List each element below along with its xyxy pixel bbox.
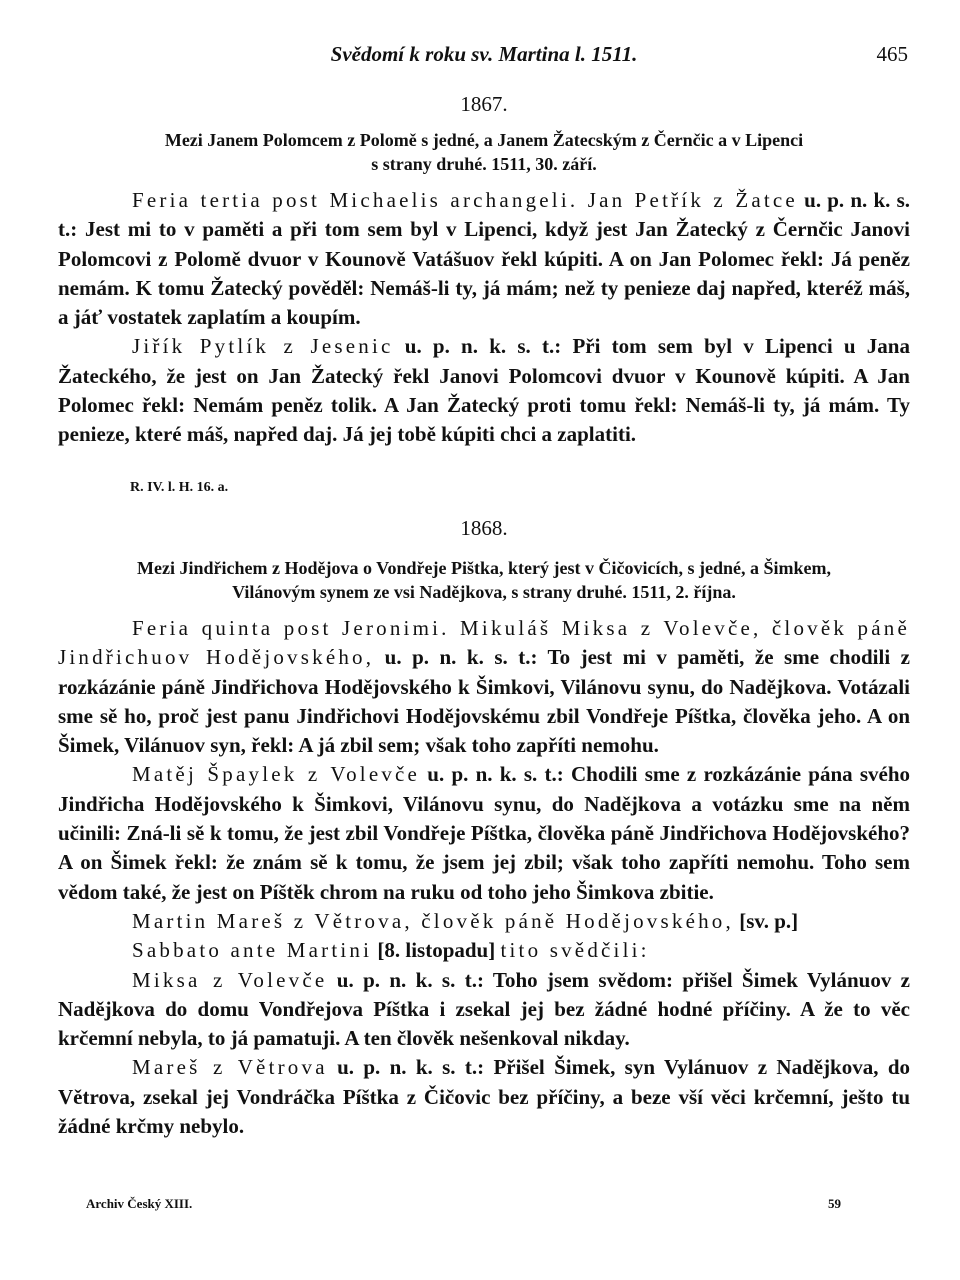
- testimony-text: u. p. n. k. s. t.: Toho jsem svědom: přišel Šimek Vylánuov z Nadějkova do domu Vondřejova Píštka i zsekal jej bez žádné hodné příčiny. A že to věc krčemní nebyla, to já pamatuji. A ten člověk nešenkoval nikday.: [58, 967, 911, 1051]
- regest-line: Mezi Janem Polomcem z Polomě s jedné, a Janem Žatecským z Černčic a v Lipenci: [164, 130, 804, 150]
- witness-name: Jiřík Pytlík z Jesenic: [132, 334, 394, 359]
- regest-line: Mezi Jindřichem z Hodějova o Vondřeje Pištka, který jest v Čičovicích, s jedné, a Šimkem,: [137, 558, 831, 578]
- regest-line: s strany druhé. 1511, 30. září.: [371, 154, 597, 174]
- testimony-paragraph: [58, 907, 910, 936]
- footer-sheet-number: 59: [828, 1196, 841, 1211]
- witness-name: Matěj Špaylek z Volevče: [132, 762, 421, 787]
- testimony-text: [sv. p.]: [733, 908, 799, 933]
- testimony-block-1868: [58, 614, 910, 1141]
- witness-name: Mareš z Větrova: [132, 1055, 328, 1080]
- spaced-heading: Feria quinta post Jeronimi. Mikuláš Miksa z Volevče, člověk páně Jindřichuov Hodějovského,: [58, 616, 910, 670]
- witness-name: Miksa z Volevče: [132, 967, 328, 992]
- testimony-paragraph: [58, 966, 910, 1054]
- running-title: Svědomí k roku sv. Martina l. 1511.: [330, 42, 638, 66]
- footer-series: Archiv Český XIII.: [86, 1196, 193, 1211]
- testimony-paragraph: [58, 332, 910, 449]
- testimony-text: u. p. n. k. s. t.: Při tom sem byl v Lipenci u Jana Žateckého, že jest on Jan Žatecký řekl Janovi Polomcovi dvuor v Kounově kúpiti. A Jan Polomec řekl: Nemám peněz tolik. A Jan Žatecký proti tomu řekl: Nemáš-li ty, já mám. Ty penieze, které máš, napřed daj. Já jej tobě kúpiti chci a zaplatiti.: [58, 334, 910, 447]
- regest-line: Vilánovým synem ze vsi Nadějkova, s strany druhé. 1511, 2. října.: [232, 582, 736, 602]
- testimony-text: u. p. n. k. s. t.: Přišel Šimek, syn Vylánuov z Nadějkova, do Větrova, zsekal jej Vondráčka Píštka z Čičovic bez příčiny, a beze vší věci krčemní, ješto tu žádné krčmy nebylo.: [58, 1055, 911, 1139]
- spaced-heading: tito svědčili:: [500, 938, 650, 963]
- spaced-heading: Sabbato ante Martini: [132, 938, 373, 963]
- testimony-paragraph: [58, 614, 910, 760]
- testimony-text: u. p. n. k. s. t.: Jest mi to v paměti a při tom sem byl v Lipenci, když jest Jan Žatecký z Černčic Janovi Polomcovi z Polomě dvuor v Kounově Vatášuov řekl kúpiti. A on Jan Polomec řekl: Já peněz nemám. K tomu Žatecký pověděl: Nemáš-li ty, já mám; než ty penieze daj napřed, kteréž máš, a jáť vostatek zaplatím a koupím.: [58, 188, 911, 330]
- testimony-text: u. p. n. k. s. t.: Chodili sme z rozkázánie pána svého Jindřicha Hodějovského k Šimkovi, Vilánovu synu, do Nadějkova a votázku sme na něm učinili: Zná-li sě k tomu, že jest zbil Vondřeje Píštka, člověka páně Jindřichova Hodějovského? A on Šimek řekl: že znám sě k tomu, že jsem jej zbil; však toho zapříti nemohu. Toho sem vědom také, že jest on Píštěk chrom na ruku od toho jeho Šimkova zbitie.: [58, 762, 911, 904]
- testimony-paragraph: [58, 936, 910, 965]
- testimony-block-1867: [58, 186, 910, 450]
- testimony-paragraph: [58, 760, 910, 906]
- testimony-paragraph: [58, 1053, 910, 1141]
- document-number-1868: 1868.: [460, 516, 508, 540]
- testimony-paragraph: [58, 186, 910, 332]
- regest-1867: [58, 128, 910, 176]
- spaced-heading: Feria tertia post Michaelis archangeli. Jan Petřík z Žatce: [132, 188, 798, 212]
- witness-name: Martin Mareš z Větrova, člověk páně Hodějovského,: [132, 908, 734, 933]
- testimony-text: u. p. n. k. s. t.: To jest mi v paměti, že sme chodili z rozkázánie páně Jindřichova Hodějovského k Šimkovi, Vilánovu synu, do Nadějkova. Votázali sme sě ho, proč jest panu Jindřichovi Hodějovskému zbil Vondřeje Píštka, člověka jeho. A on Šimek, Vilánuov syn, řekl: A já zbil sem; však toho zapříti nemohu.: [58, 645, 910, 758]
- date-note: [8. listopadu]: [372, 938, 501, 963]
- regest-1868: [58, 556, 910, 604]
- page-number: 465: [876, 42, 908, 66]
- document-number-1867: 1867.: [460, 92, 508, 116]
- archive-signature: R. IV. l. H. 16. a.: [130, 480, 229, 495]
